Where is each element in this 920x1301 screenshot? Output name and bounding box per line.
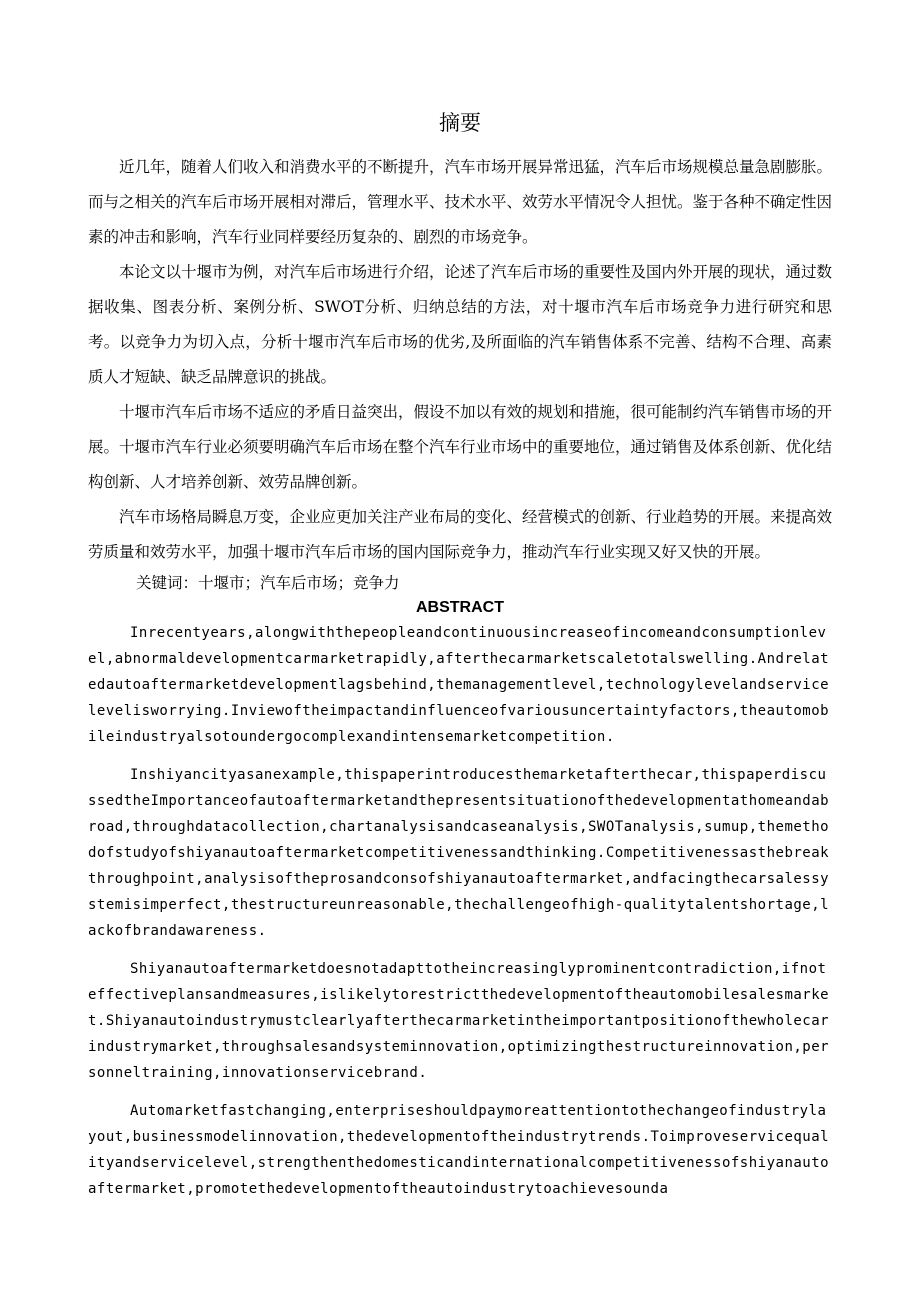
cn-paragraph-1: 近几年，随着人们收入和消费水平的不断提升，汽车市场开展异常迅猛，汽车后市场规模总量急剧膨胀。而与之相关的汽车后市场开展相对滞后，管理水平、技术水平、效劳水平情况令人担忧。鉴于各种不确定性因素的冲击和影响，汽车行业同样要经历复杂的、剧烈的市场竞争。 <box>88 158 833 246</box>
en-abstract-title: ABSTRACT <box>416 599 504 616</box>
cn-abstract-title: 摘要 <box>439 111 481 135</box>
cn-paragraph-4: 汽车市场格局瞬息万变，企业应更加关注产业布局的变化、经营模式的创新、行业趋势的开展。来提高效劳质量和效劳水平，加强十堰市汽车后市场的国内国际竞争力，推动汽车行业实现又好又快的开展。 <box>88 508 833 561</box>
cn-keywords: 关键词：十堰市；汽车后市场；竞争力 <box>136 574 400 592</box>
cn-paragraph-2: 本论文以十堰市为例，对汽车后市场进行介绍，论述了汽车后市场的重要性及国内外开展的现状，通过数据收集、图表分析、案例分析、SWOT分析、归纳总结的方法，对十堰市汽车后市场竞争力进行研究和思考。以竞争力为切入点，分析十堰市汽车后市场的优劣,及所面临的汽车销售体系不完善、结构不合理、高素质人才短缺、缺乏品牌意识的挑战。 <box>88 263 833 386</box>
document-page <box>88 100 832 1202</box>
en-paragraph-1: Inrecentyears,alongwiththepeopleandcontinuousincreaseofincomeandconsumptionlevel,abnormaldevelopmentcarmarketrapidly,afterthecarmarketscaletotalswelling.Andrelatedautoaftermarketdevelopmentlagsbehind,themanagementlevel,technologylevelandservicelevelisworrying.Inviewoftheimpactandinfluenceofvariousuncertaintyfactors,theautomobileindustryalsotoundergocomplexandintensemarketcompetition. <box>88 625 830 745</box>
en-paragraph-2: Inshiyancityasanexample,thispaperintroducesthemarketafterthecar,thispaperdiscussedtheImportanceofautoaftermarketandthepresentsituationofthedevelopmentathomeandabroad,throughdatacollection,chartanalysisandcaseanalysis,SWOTanalysis,sumup,themethodofstudyofshiyanautoaftermarketcompetitivenessandthinking.Competitivenessasthebreakthroughpoint,analysisoftheprosandconsofshiyanautoaftermarket,andfacingthecarsalessystemisimperfect,thestructureunreasonable,thechallengeofhigh-qualitytalentshortage,lackofbrandawareness. <box>88 767 830 939</box>
cn-paragraph-3: 十堰市汽车后市场不适应的矛盾日益突出，假设不加以有效的规划和措施，很可能制约汽车销售市场的开展。十堰市汽车行业必须要明确汽车后市场在整个汽车行业市场中的重要地位，通过销售及体系创新、优化结构创新、人才培养创新、效劳品牌创新。 <box>88 403 833 491</box>
en-paragraph-3: Shiyanautoaftermarketdoesnotadapttotheincreasinglyprominentcontradiction,ifnoteffectiveplansandmeasures,islikelytorestrictthedevelopmentoftheautomobilesalesmarket.Shiyanautoindustrymustclearlyafterthecarmarketintheimportantpositionofthewholecarindustrymarket,throughsalesandsysteminnovation,optimizingthestructureinnovation,personneltraining,innovationservicebrand. <box>88 961 830 1081</box>
en-paragraph-4: Automarketfastchanging,enterpriseshouldpaymoreattentiontothechangeofindustrylayout,businessmodelinnovation,thedevelopmentoftheindustrytrends.Toimproveservicequalityandservicelevel,strengthenthedomesticandinternationalcompetitivenessofshiyanautoaftermarket,promotethedevelopmentoftheautoindustrytoachievesounda <box>88 1103 830 1197</box>
